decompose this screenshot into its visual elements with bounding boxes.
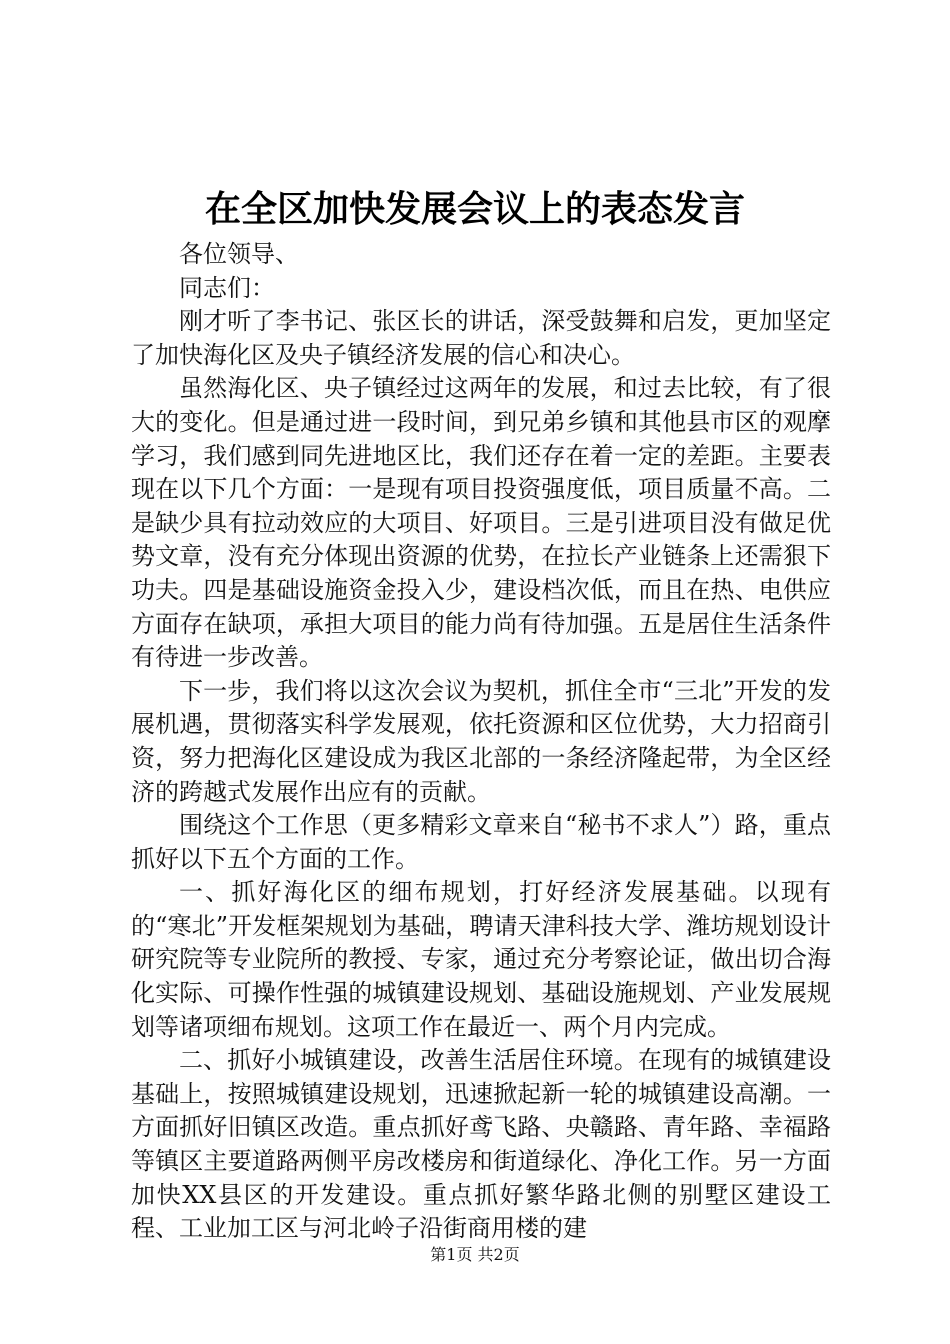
body-paragraph: 二、抓好小城镇建设，改善生活居住环境。在现有的城镇建设基础上，按照城镇建设规划，迅速掀起新一轮的城镇建设高潮。一方面抓好旧镇区改造。重点抓好鸢飞路、央赣路、青年路、幸福路等镇区主要道路两侧平房改楼房和街道绿化、净化工作。另一方面加快XX县区的开发建设。重点抓好繁华路北侧的别墅区建设工程、工业加工区与河北岭子沿街商用楼的建 [131, 1046, 831, 1243]
body-paragraph: 围绕这个工作思（更多精彩文章来自“秘书不求人”）路，重点抓好以下五个方面的工作。 [131, 811, 831, 873]
body-paragraph: 虽然海化区、央子镇经过这两年的发展，和过去比较，有了很大的变化。但是通过进一段时间，到兄弟乡镇和其他县市区的观摩学习，我们感到同先进地区比，我们还存在着一定的差距。主要表现在以下几个方面：一是现有项目投资强度低，项目质量不高。二是缺少具有拉动效应的大项目、好项目。三是引进项目没有做足优势文章，没有充分体现出资源的优势，在拉长产业链条上还需狠下功夫。四是基础设施资金投入少，建设档次低，而且在热、电供应方面存在缺项，承担大项目的能力尚有待加强。五是居住生活条件有待进一步改善。 [131, 374, 831, 672]
page-footer: 第1页 共2页 [430, 1245, 520, 1264]
body-paragraph: 刚才听了李书记、张区长的讲话，深受鼓舞和启发，更加坚定了加快海化区及央子镇经济发展的信心和决心。 [131, 307, 831, 369]
document-body [131, 238, 831, 1246]
body-paragraph: 下一步，我们将以这次会议为契机，抓住全市“三北”开发的发展机遇，贯彻落实科学发展观，依托资源和区位优势，大力招商引资，努力把海化区建设成为我区北部的一条经济隆起带，为全区经济的跨越式发展作出应有的贡献。 [131, 676, 831, 806]
salutation-line-2: 同志们： [179, 273, 275, 302]
body-paragraph: 一、抓好海化区的细布规划，打好经济发展基础。以现有的“寒北”开发框架规划为基础，聘请天津科技大学、潍坊规划设计研究院等专业院所的教授、专家，通过充分考察论证，做出切合海化实际、可操作性强的城镇建设规划、基础设施规划、产业发展规划等诸项细布规划。这项工作在最近一、两个月内完成。 [131, 878, 831, 1041]
document-title: 在全区加快发展会议上的表态发言 [204, 188, 745, 230]
salutation-line-1: 各位领导、 [179, 240, 299, 268]
